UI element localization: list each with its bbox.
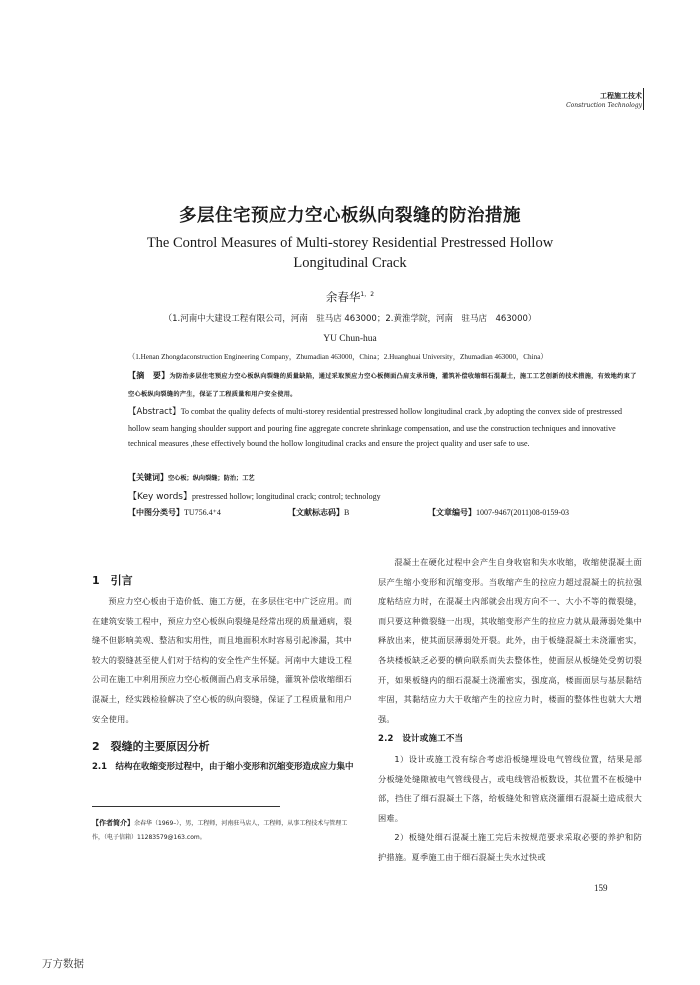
article-number	[428, 507, 569, 518]
header-divider	[643, 88, 644, 110]
footnote-rule	[92, 806, 280, 807]
affiliation-en: （1.Henan Zhongdaconstruction Engineering Company，Zhumadian 463000，China；2.Huanghuai University，Zhumadian 463000，China）	[128, 353, 548, 361]
keywords-zh-text: 空心板；纵向裂缝；防治；工艺	[168, 475, 255, 482]
keywords-zh	[128, 469, 642, 488]
keywords-en	[128, 488, 642, 506]
header-section-zh: 工程施工技术	[600, 92, 642, 100]
keywords-en-label: 【Key words】	[128, 492, 192, 502]
paragraph-design-2: 2）板缝处细石混凝土施工完后未按规范要求采取必要的养护和防护措施。夏季施工由于细石混凝土失水过快或	[378, 832, 642, 862]
section-2-heading: 2 裂缝的主要原因分析	[92, 740, 210, 753]
author-name-zh	[0, 289, 700, 305]
author-name-en: YU Chun-hua	[323, 334, 377, 344]
abstract-zh-label: 【摘 要】	[128, 371, 170, 380]
clc-label: 【中图分类号】	[128, 508, 184, 517]
keywords-en-text: prestressed hollow; longitudinal crack; control; technology	[192, 492, 381, 501]
section-1-body	[92, 592, 352, 729]
running-header	[566, 91, 642, 111]
paragraph-design-1: 1）设计或施工没有综合考虑沿板缝埋设电气管线位置，结果是部分板缝处缝隙被电气管线侵占，或电线管沿板数设，其位置不在板缝中部，挡住了细石混凝土下落，给板缝处和管底浇灌细石混凝土造成很大困难。	[378, 753, 642, 823]
doc-value: B	[344, 508, 350, 517]
footnote-label: 【作者简介】	[92, 819, 134, 827]
section-2-2-heading: 2.2 设计或施工不当	[378, 734, 464, 745]
right-column	[378, 553, 642, 868]
article-label: 【文章编号】	[428, 508, 476, 517]
author-footnote	[92, 816, 354, 845]
clc-value: TU756.4⁺4	[184, 508, 221, 517]
affiliation-zh: （1.河南中大建设工程有限公司，河南 驻马店 463000；2.黄淮学院，河南 驻马店 463000）	[163, 314, 537, 324]
abstract-zh	[128, 367, 642, 404]
paper-title-zh: 多层住宅预应力空心板纵向裂缝的防治措施	[179, 206, 521, 226]
paragraph-shrinkage: 混凝土在硬化过程中会产生自身收宿和失水收缩，收缩使混凝土面层产生缩小变形和沉缩变形。当收缩产生的拉应力超过混凝土的抗拉强度粘结应力时，在混凝土内部就会出现方向不一、大小不等的微裂缝，而只要这种微裂缝一出现，其收缩变形产生的拉应力就从最薄弱处集中释放出来，使其面层薄弱处开裂。此外，由于板缝混凝土未浇灌密实，各块楼板缺乏必要的横向联系而失去整体性，使面层从板缝处受剪切裂开，如果板缝内的细石混凝土浇灌密实，强度高，楼面面层与基层黏结牢固，其黏结应力大于收缩产生的拉应力时，楼面的整体性也就大大增强。	[378, 557, 642, 724]
section-1-heading: 1 引言	[92, 574, 133, 587]
author-superscript: 1，2	[360, 291, 375, 299]
page-number: 159	[594, 883, 608, 893]
footnote-text: 余春华（1969–），男，工程师，河南驻马店人，工程师，从事工程技术与管理工作，（电子信箱）11283579@163.com。	[92, 820, 348, 841]
section-2-1-heading: 2.1 结构在收缩变形过程中，由于缩小变形和沉缩变形造成应力集中	[92, 762, 354, 772]
article-value: 1007-9467(2011)08-0159-03	[476, 508, 570, 517]
abstract-en	[128, 404, 642, 452]
author-name: 余春华	[325, 290, 361, 304]
doc-label: 【文献标志码】	[288, 508, 344, 517]
watermark-text: 万方数据	[42, 958, 84, 970]
abstract-en-label: 【Abstract】	[128, 407, 181, 417]
clc-code	[128, 507, 221, 518]
header-section-en: Construction Technology	[566, 102, 642, 109]
keywords-zh-label: 【关键词】	[128, 473, 168, 482]
paper-title-en: The Control Measures of Multi-storey Residential Prestressed Hollow Longitudinal Crack	[146, 235, 554, 271]
abstract-en-text: To combat the quality defects of multi-storey residential prestressed hollow longitudinal crack ,by adopting the convex side of prestressed hollow seam hanging shoulder support and pouring fine aggregate concrete shrinkage compensation, and use the construction techniques and innovative technical measures ,these effectively bound the hollow longitudinal cracks and ensure the project quality and user safe to use.	[128, 407, 623, 448]
section-1-paragraph: 预应力空心板由于造价低、施工方便，在多层住宅中广泛应用。而在建筑安装工程中，预应力空心板纵向裂缝是经常出现的质量通病，裂缝不但影响美观、整洁和实用性，而且地面积水时容易引起渗漏，其中较大的裂缝甚至使人们对于结构的安全性产生怀疑。河南中大建设工程公司在施工中利用预应力空心板侧面凸肩支承吊缝，灌筑补偿收缩细石混凝土，经实践检验解决了空心板的纵向裂缝，保证了工程质量和用户安全使用。	[92, 596, 353, 724]
doc-code	[288, 507, 349, 518]
abstract-zh-text: 为防治多层住宅预应力空心板纵向裂缝的质量缺陷，通过采取预应力空心板侧面凸肩支承吊缝，灌筑补偿收缩细石混凝土，施工工艺创新的技术措施，有效地约束了空心板纵向裂缝的产生，保证了工程质量和用户安全使用。	[128, 373, 637, 398]
